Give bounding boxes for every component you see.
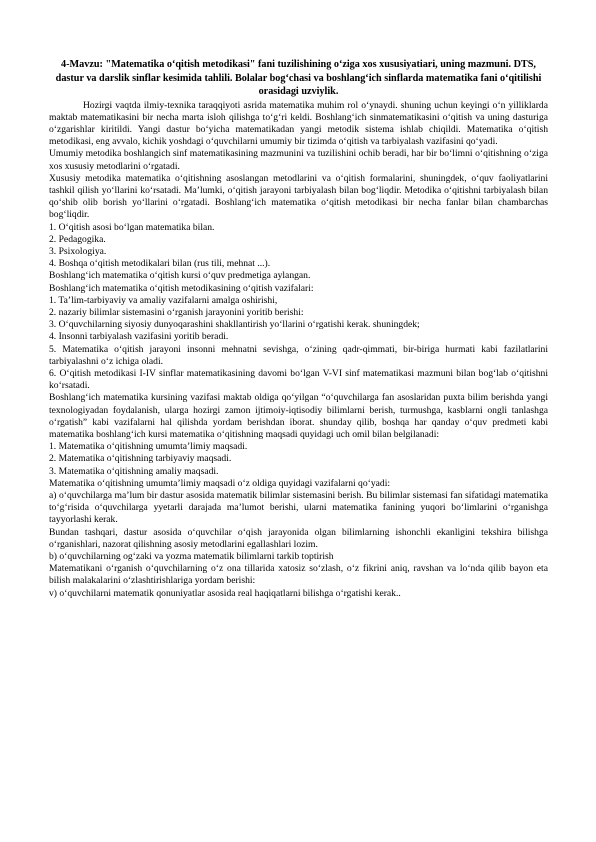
paragraph: a) o‘quvchilarga ma’lum bir dastur asosida matematik bilimlar sistemasini berish. Bu bilimlar sistemasi fan sifatidagi matematika to‘g‘risida o‘quvchilarga yyetarli darajada ma’lumot berishi, ularni matematika fanining yuqori bo‘limlarini o‘rganishga tayyorlashi kerak. bbox=[49, 490, 548, 526]
paragraph: Boshlang‘ich matematika kursining vazifasi maktab oldiga qo‘yilgan “o‘quvchilarga fan asoslaridan puxta bilim berishda yangi texnologiyadan foydalanish, ularga hozirgi zamon ijtimoiy-iqtisodiy bilimlarni berish, turmushga, kasblarni ongli tanlashga o‘rgatish” kabi vazifalarni hal qilishda yordam berishdan iborat. shunday qilib, boshqa har qanday o‘quv predmeti kabi matematika boshlang‘ich kursi matematika o‘qitishning maqsadi quyidagi uch omil bilan belgilanadi: bbox=[49, 392, 548, 440]
document-body bbox=[49, 100, 548, 600]
list-item: 6. O‘qitish metodikasi I-IV sinflar matematikasining davomi bo‘lgan V-VI sinf matematikasi mazmuni bilan bog‘lab o‘qitishni ko‘rsatadi. bbox=[49, 367, 548, 392]
list-item: 3. Matematika o‘qitishning amaliy maqsadi. bbox=[49, 465, 219, 477]
list-item: 2. Matematika o‘qitishning tarbiyaviy maqsadi. bbox=[49, 453, 232, 465]
list-item: 1. Ta’lim-tarbiyaviy va amaliy vazifalarni amalga oshirishi, bbox=[49, 294, 278, 306]
list-item: 3. Psixologiya. bbox=[49, 245, 107, 257]
paragraph: v) o‘quvchilarni matematik qonuniyatlar asosida real haqiqatlarni bilishga o‘rgatishi kerak.. bbox=[49, 587, 401, 599]
list-item: 3. O‘quvchilarning siyosiy dunyoqarashini shakllantirish yo‘llarini o‘rgatishi kerak. shuningdek; bbox=[49, 319, 420, 331]
list-item: 2. nazariy bilimlar sistemasini o‘rganish jarayonini yoritib berishi: bbox=[49, 306, 304, 318]
list-item: 1. O‘qitish asosi bo‘lgan matematika bilan. bbox=[49, 221, 215, 233]
paragraph: Boshlang‘ich matematika o‘qitish kursi o‘quv predmetiga aylangan. bbox=[49, 270, 311, 282]
paragraph: Boshlang‘ich matematika o‘qitish metodikasining o‘qitish vazifalari: bbox=[49, 282, 314, 294]
list-item: 4. Insonni tarbiyalash vazifasini yoritib beradi. bbox=[49, 331, 229, 343]
paragraph: Bundan tashqari, dastur asosida o‘quvchilar o‘qish jarayonida olgan bilimlarning ishonchli ekanligini tekshira bilishga o‘rganishlari, nazorat qilishning asosiy metodlarini egallashlari lozim. bbox=[49, 526, 548, 550]
paragraph: Xususiy metodika matematika o‘qitishning asoslangan metodlarini va o‘qitish formalarini, shuningdek, o‘quv faoliyatlarini tashkil qilish yo‘llarini ko‘rsatadi. Ma’lumki, o‘qitish jarayoni tarbiyalash bilan bog‘liqdir. Metodika o‘qitishni tarbiyalash bilan qo‘shib olib borish yo‘llarini o‘rgatadi. Boshlang‘ich matematika o‘qitish metodikasi bir necha fanlar bilan chambarchas bog‘liqdir. bbox=[49, 172, 548, 221]
list-item: 4. Boshqa o‘qitish metodikalari bilan (rus tili, mehnat ...). bbox=[49, 258, 271, 270]
list-item: 1. Matematika o‘qitishning umumta’limiy maqsadi. bbox=[49, 441, 248, 453]
paragraph: Matematika o‘qitishning umumta’limiy maqsadi o‘z oldiga quyidagi vazifalarni qo‘yadi: bbox=[49, 477, 391, 489]
list-item: 5. Matematika o‘qitish jarayoni insonni mehnatni sevishga, o‘zining qadr-qimmati, bir-biriga hurmati kabi fazilatlarini tarbiyalashni o‘z ichiga oladi. bbox=[49, 343, 548, 367]
paragraph: b) o‘quvchilarning og‘zaki va yozma matematik bilimlarni tarkib toptirish bbox=[49, 551, 334, 563]
paragraph: Hozirgi vaqtda ilmiy-texnika taraqqiyoti asrida matematika muhim rol o‘ynaydi. shuning uchun keyingi o‘n yilliklarda maktab matematikasini bir necha marta isloh qilishga to‘g‘ri keldi. Boshlang‘ich sinmatematikasini o‘qitish va uning dasturiga o‘zgarishlar kiritildi. Yangi dastur bo‘yicha matematikadan yangi metodik sistema ishlab chiqildi. Matematika o‘qitish metodikasi, eng avvalo, kichik yoshdagi o‘quvchilarni umumiy bir tizimda o‘qitish va tarbiyalash vazifasini qo‘yadi. bbox=[49, 99, 548, 148]
paragraph: Matematikani o‘rganish o‘quvchilarning o‘z ona tillarida xatosiz so‘zlash, o‘z fikrini aniq, ravshan va lo‘nda qilib bayon eta bilish malakalarini o‘zlashtirishlariga yordam berishi: bbox=[49, 563, 548, 587]
list-item: 2. Pedagogika. bbox=[49, 233, 106, 245]
paragraph: Umumiy metodika boshlangich sinf matematikasining mazmunini va tuzilishini ochib beradi, har bir bo‘limni o‘qitishning o‘ziga xos xususiy metodlarini o‘rgatadi. bbox=[49, 148, 548, 172]
document-title: 4-Mavzu: "Matematika o‘qitish metodikasi" fani tuzilishining o‘ziga xos xususiyatiari, uning mazmuni. DTS, dastur va darslik sinflar kesimida tahlili. Bolalar bog‘chasi va boshlang‘ich sinflarda matematika fani o‘qitilishi orasidagi uzviylik. bbox=[55, 59, 542, 97]
